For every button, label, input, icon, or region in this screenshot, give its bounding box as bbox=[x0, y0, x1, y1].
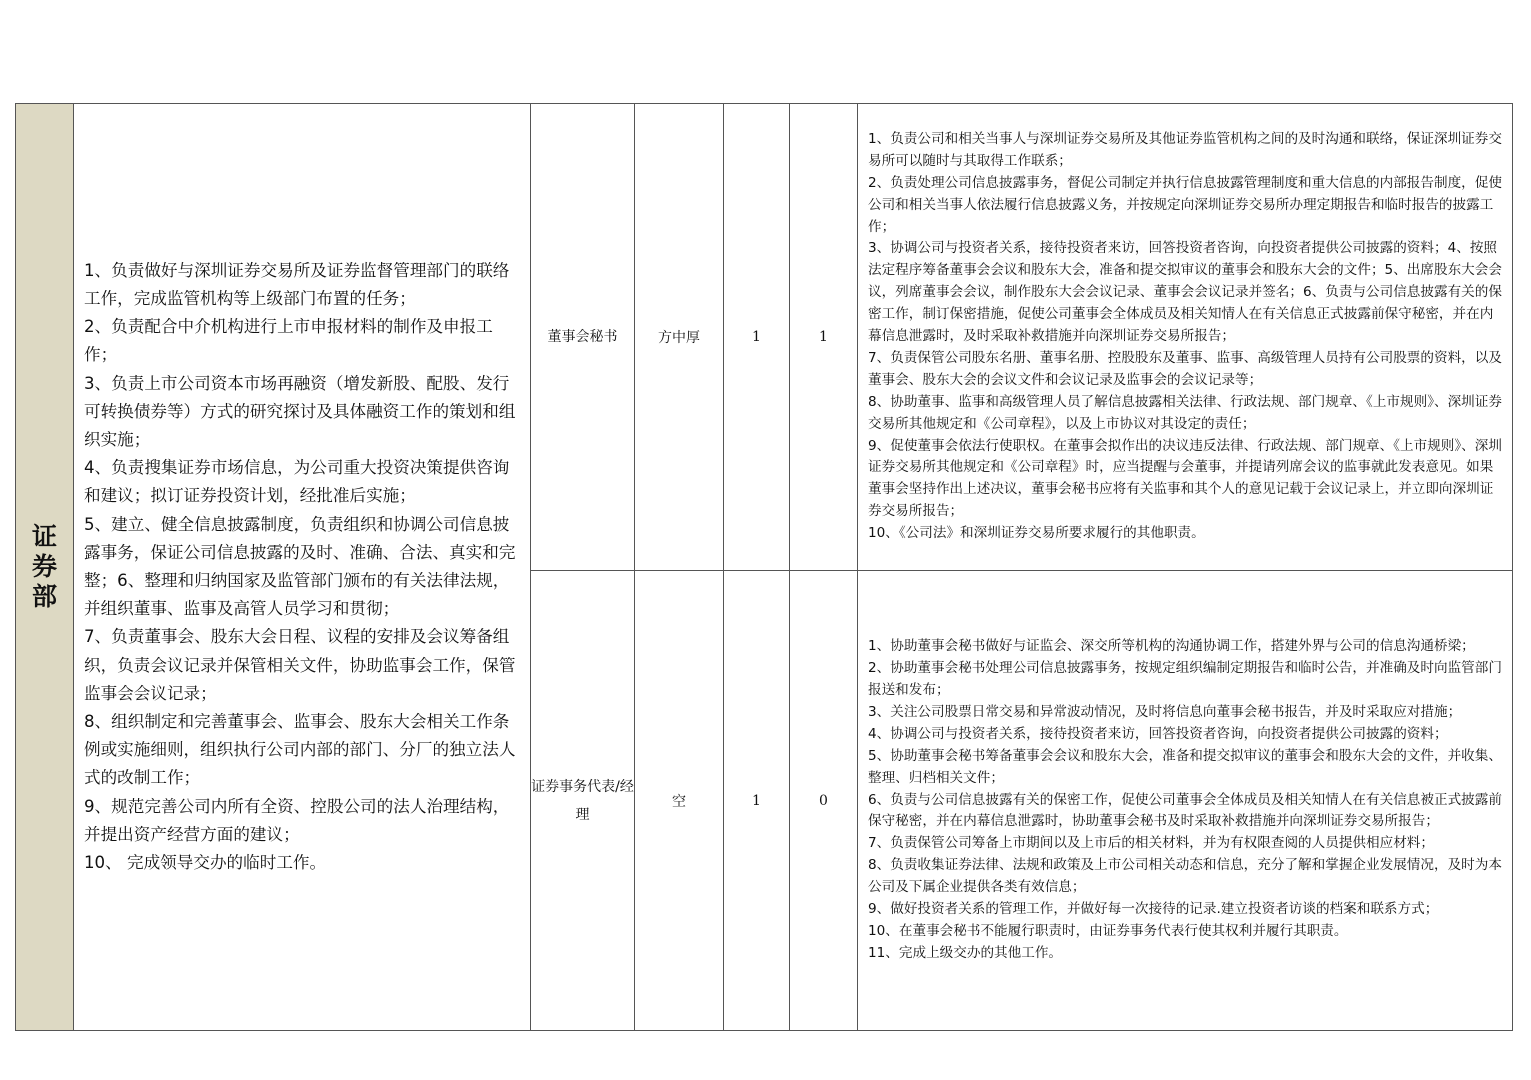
position-holder: 方中厚 bbox=[635, 104, 724, 571]
responsibility-item: 9、做好投资者关系的管理工作，并做好每一次接待的记录.建立投资者访谈的档案和联系方式； bbox=[868, 901, 1439, 918]
responsibility-item: 8、负责收集证券法律、法规和政策及上市公司相关动态和信息，充分了解和掌握企业发展情况，及时为本公司及下属企业提供各类有效信息； bbox=[868, 857, 1502, 896]
duty-item: 7、负责董事会、股东大会日程、议程的安排及会议筹备组织，负责会议记录并保管相关文件，协助监事会工作，保管监事会会议记录； bbox=[84, 627, 516, 703]
position-quota: 1 bbox=[724, 104, 790, 571]
responsibility-item: 3、关注公司股票日常交易和异常波动情况，及时将信息向董事会秘书报告，并及时采取应对措施； bbox=[868, 703, 1462, 720]
duty-item: 4、负责搜集证券市场信息，为公司重大投资决策提供咨询和建议；拟订证券投资计划，经批准后实施； bbox=[84, 458, 510, 506]
department-name-cell bbox=[16, 104, 74, 1031]
position-responsibilities bbox=[858, 129, 1512, 545]
responsibility-item: 4、协调公司与投资者关系，接待投资者来访，回答投资者咨询，向投资者提供公司披露的资料； bbox=[868, 725, 1448, 742]
responsibility-item: 7、负责保管公司筹备上市期间以及上市后的相关材料，并为有权限查阅的人员提供相应材料； bbox=[868, 835, 1434, 852]
duty-item: 5、建立、健全信息披露制度，负责组织和协调公司信息披露事务，保证公司信息披露的及时、准确、合法、真实和完整；6、整理和归纳国家及监管部门颁布的有关法律法规，并组织董事、监事及高管人员学习和贯彻； bbox=[84, 514, 516, 619]
responsibility-item: 9、促使董事会依法行使职权。在董事会拟作出的决议违反法律、行政法规、部门规章、《上市规则》、深圳证券交易所其他规定和《公司章程》时，应当提醒与会董事，并提请列席会议的监事就此发表意见。如果董事会坚持作出上述决议，董事会秘书应将有关监事和其个人的意见记载于会议记录上，并立即向深圳证券交易所报告； bbox=[868, 437, 1502, 520]
responsibility-item: 5、协助董事会秘书筹备董事会会议和股东大会，准备和提交拟审议的董事会和股东大会的文件，并收集、整理、归档相关文件； bbox=[868, 747, 1502, 786]
department-name: 证券部 bbox=[31, 522, 57, 611]
position-holder: 空 bbox=[635, 571, 724, 1031]
duty-item: 3、负责上市公司资本市场再融资（增发新股、配股、发行可转换债券等）方式的研究探讨及具体融资工作的策划和组织实施； bbox=[84, 373, 516, 449]
responsibility-item: 6、负责与公司信息披露有关的保密工作，促使公司董事会全体成员及相关知情人在有关信息被正式披露前保守秘密，并在内幕信息泄露时，协助董事会秘书及时采取补救措施并向深圳证券交易所报告； bbox=[868, 791, 1502, 830]
duty-item: 10、 完成领导交办的临时工作。 bbox=[84, 853, 327, 873]
position-quota: 1 bbox=[724, 571, 790, 1031]
position-title: 董事会秘书 bbox=[531, 104, 635, 571]
position-actual: 1 bbox=[790, 104, 858, 571]
responsibility-item: 8、协助董事、监事和高级管理人员了解信息披露相关法律、行政法规、部门规章、《上市规则》、深圳证券交易所其他规定和《公司章程》，以及上市协议对其设定的责任； bbox=[868, 393, 1502, 432]
responsibility-item: 2、负责处理公司信息披露事务，督促公司制定并执行信息披露管理制度和重大信息的内部报告制度，促使公司和相关当事人依法履行信息披露义务，并按规定向深圳证券交易所办理定期报告和临时报告的披露工作； bbox=[868, 174, 1502, 235]
responsibility-item: 10、《公司法》和深圳证券交易所要求履行的其他职责。 bbox=[868, 525, 1205, 542]
department-table bbox=[15, 103, 1513, 1031]
department-duties-cell bbox=[74, 104, 531, 1031]
position-responsibilities-cell bbox=[858, 104, 1513, 571]
responsibility-item: 1、协助董事会秘书做好与证监会、深交所等机构的沟通协调工作，搭建外界与公司的信息沟通桥梁； bbox=[868, 638, 1475, 655]
responsibility-item: 2、协助董事会秘书处理公司信息披露事务，按规定组织编制定期报告和临时公告，并准确及时向监管部门报送和发布； bbox=[868, 660, 1502, 699]
responsibility-item: 7、负责保管公司股东名册、董事名册、控股股东及董事、监事、高级管理人员持有公司股票的资料，以及董事会、股东大会的会议文件和会议记录及监事会的会议记录等； bbox=[868, 349, 1502, 388]
responsibility-item: 3、协调公司与投资者关系，接待投资者来访，回答投资者咨询，向投资者提供公司披露的资料；4、按照法定程序筹备董事会会议和股东大会，准备和提交拟审议的董事会和股东大会的文件；5、出席股东大会会议，列席董事会会议，制作股东大会会议记录、董事会会议记录并签名；6、负责与公司信息披露有关的保密工作，制订保密措施，促使公司董事会全体成员及相关知情人在有关信息正式披露前保守秘密，并在内幕信息泄露时，及时采取补救措施并向深圳证券交易所报告； bbox=[868, 240, 1502, 345]
duty-item: 2、负责配合中介机构进行上市申报材料的制作及申报工作； bbox=[84, 317, 493, 365]
duty-item: 8、组织制定和完善董事会、监事会、股东大会相关工作条例或实施细则，组织执行公司内部的部门、分厂的独立法人式的改制工作； bbox=[84, 712, 516, 788]
responsibility-item: 10、在董事会秘书不能履行职责时，由证券事务代表行使其权利并履行其职责。 bbox=[868, 922, 1348, 939]
position-actual: 0 bbox=[790, 571, 858, 1031]
responsibility-item: 1、负责公司和相关当事人与深圳证券交易所及其他证券监管机构之间的及时沟通和联络，保证深圳证券交易所可以随时与其取得工作联系； bbox=[868, 130, 1502, 169]
position-responsibilities-cell bbox=[858, 571, 1513, 1031]
position-title: 证券事务代表/经理 bbox=[531, 571, 635, 1031]
duty-item: 9、规范完善公司内所有全资、控股公司的法人治理结构，并提出资产经营方面的建议； bbox=[84, 796, 510, 844]
department-duties bbox=[74, 257, 530, 877]
table-row bbox=[16, 104, 1513, 571]
responsibility-item: 11、完成上级交办的其他工作。 bbox=[868, 944, 1063, 961]
position-responsibilities bbox=[858, 636, 1512, 965]
duty-item: 1、负责做好与深圳证券交易所及证券监督管理部门的联络工作，完成监管机构等上级部门布置的任务； bbox=[84, 260, 510, 308]
